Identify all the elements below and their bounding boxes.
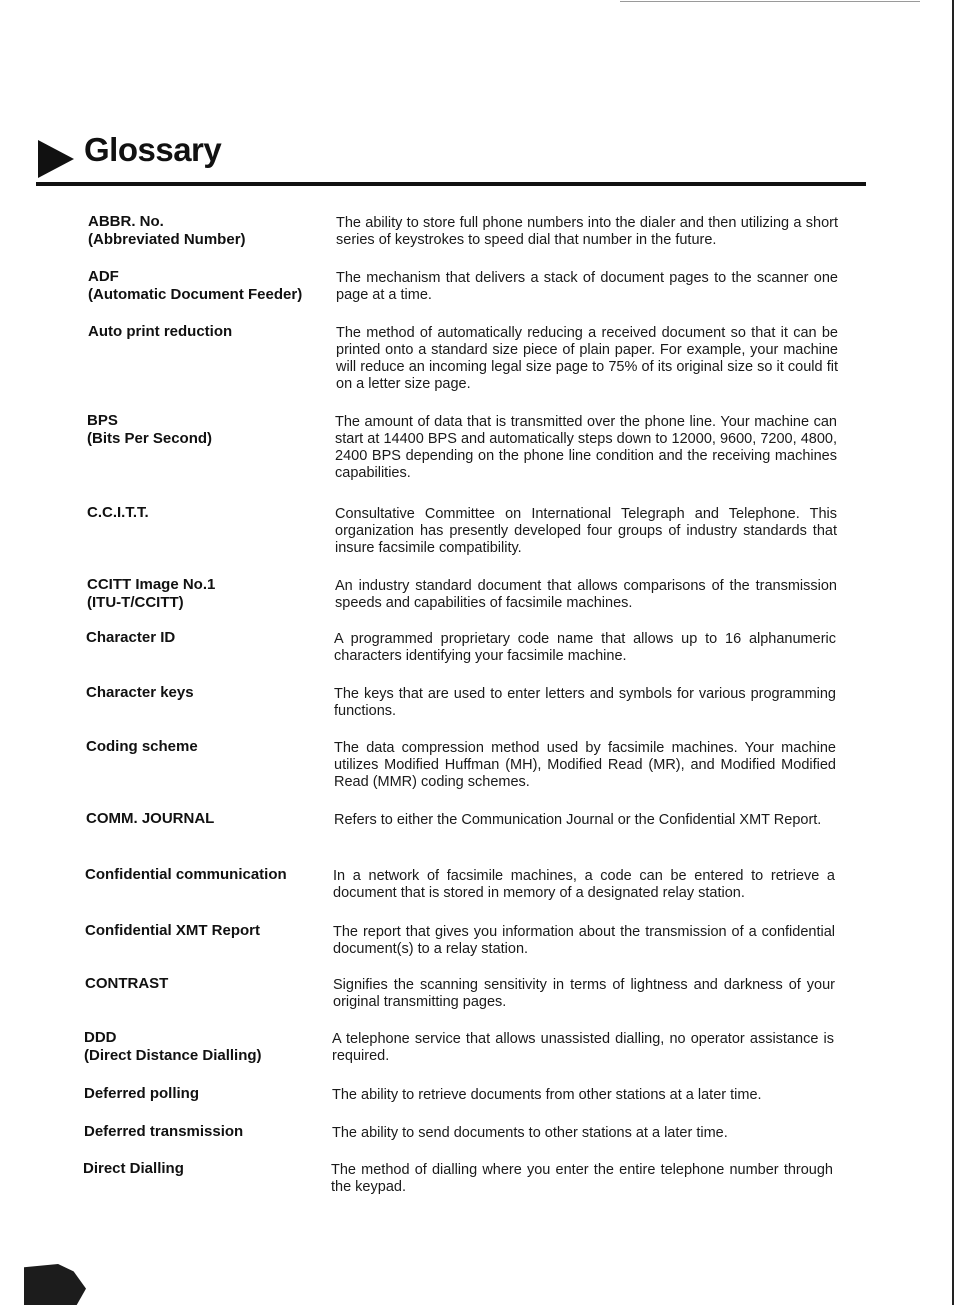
glossary-definition: The data compression method used by facsimile machines. Your machine utilizes Modified Huffman (MH), Modified Read (MR), and Modified Modified Read (MMR) coding schemes. — [334, 740, 836, 790]
glossary-term: ADF (Automatic Document Feeder) — [88, 268, 303, 303]
glossary-definition: A telephone service that allows unassisted dialling, no operator assistance is required. — [332, 1031, 834, 1064]
glossary-term: BPS (Bits Per Second) — [87, 412, 213, 447]
glossary-definition: The report that gives you information about the transmission of a confidential document(s) to a relay station. — [333, 924, 835, 957]
glossary-term: Confidential communication — [85, 866, 287, 883]
glossary-term: Deferred polling — [84, 1085, 200, 1102]
glossary-term: CONTRAST — [85, 975, 169, 992]
triangle-marker-icon — [38, 140, 74, 178]
glossary-definition: The method of automatically reducing a received document so that it can be printed onto a standard size piece of plain paper. For example, your machine will reduce an incoming legal size page to 75% of its original size so it could fit on a letter size page. — [336, 325, 838, 392]
glossary-definition: In a network of facsimile machines, a code can be entered to retrieve a document that is stored in memory of a designated relay station. — [333, 868, 835, 901]
glossary-definition: Refers to either the Communication Journal or the Confidential XMT Report. — [334, 812, 822, 828]
glossary-definition: The mechanism that delivers a stack of document pages to the scanner one page at a time. — [336, 270, 838, 303]
glossary-definition: The ability to retrieve documents from other stations at a later time. — [332, 1087, 762, 1103]
glossary-term: COMM. JOURNAL — [86, 810, 215, 827]
title-underline — [36, 182, 866, 186]
glossary-definition: The ability to send documents to other stations at a later time. — [332, 1125, 728, 1141]
glossary-definition: Signifies the scanning sensitivity in terms of lightness and darkness of your original transmitting pages. — [333, 977, 835, 1010]
glossary-definition: An industry standard document that allows comparisons of the transmission speeds and capabilities of facsimile machines. — [335, 578, 837, 611]
glossary-term: DDD (Direct Distance Dialling) — [84, 1029, 262, 1064]
glossary-definition: The keys that are used to enter letters and symbols for various programming functions. — [334, 686, 836, 719]
section-header — [36, 131, 866, 188]
top-scan-rule — [620, 1, 920, 2]
glossary-definition: Consultative Committee on International Telegraph and Telephone. This organization has presently developed four groups of industry standards that insure facsimile compatibility. — [335, 506, 837, 556]
glossary-term: ABBR. No. (Abbreviated Number) — [88, 213, 246, 248]
glossary-term: Auto print reduction — [88, 323, 233, 340]
page-corner-tab — [24, 1258, 94, 1305]
glossary-term: Confidential XMT Report — [85, 922, 260, 939]
glossary-term: Deferred transmission — [84, 1123, 244, 1140]
glossary-definition: A programmed proprietary code name that allows up to 16 alphanumeric characters identifying your facsimile machine. — [334, 631, 836, 664]
glossary-term: C.C.I.T.T. — [87, 504, 149, 521]
glossary-term: CCITT Image No.1 (ITU-T/CCITT) — [87, 576, 216, 611]
glossary-term: Character ID — [86, 629, 176, 646]
glossary-definition: The amount of data that is transmitted over the phone line. Your machine can start at 14400 BPS and automatically steps down to 12000, 9600, 7200, 4800, 2400 BPS depending on the phone line condition and the receiving machines capabilities. — [335, 414, 837, 481]
corner-tab-block — [24, 1264, 86, 1305]
glossary-term: Coding scheme — [86, 738, 198, 755]
glossary-definition: The ability to store full phone numbers into the dialer and then utilizing a short series of keystrokes to speed dial that number in the future. — [336, 215, 838, 248]
page-title: Glossary — [84, 131, 222, 168]
glossary-term: Direct Dialling — [83, 1160, 184, 1177]
glossary-definition: The method of dialling where you enter the entire telephone number through the keypad. — [331, 1162, 833, 1195]
glossary-term: Character keys — [86, 684, 194, 701]
